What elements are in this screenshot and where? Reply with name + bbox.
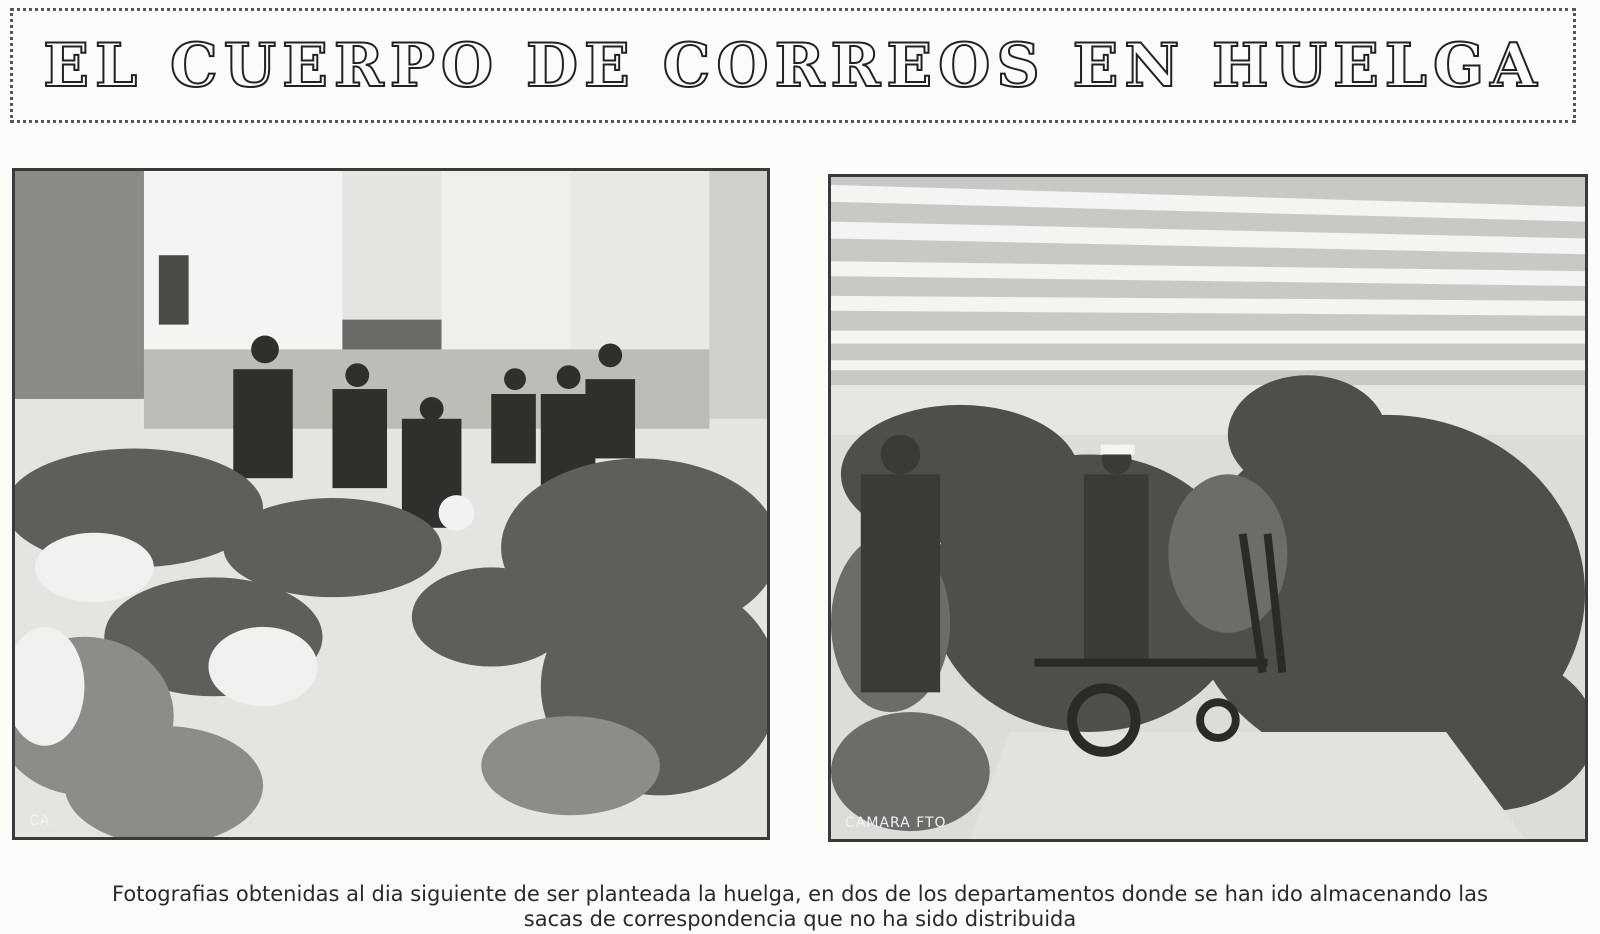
photo-caption xyxy=(10,882,1590,932)
photo-credit: CAMARA FTO xyxy=(845,815,947,831)
photo-storeroom-image xyxy=(831,177,1585,839)
photo-sorting-hall xyxy=(12,168,770,840)
caption-line-2: sacas de correspondencia que no ha sido distribuida xyxy=(523,907,1077,931)
headline-frame xyxy=(10,8,1576,123)
page-headline: EL CUERPO DE CORREOS EN HUELGA xyxy=(43,30,1543,101)
photo-sorting-hall-image xyxy=(15,171,767,837)
photo-credit: CA xyxy=(29,813,51,829)
caption-line-1: Fotografias obtenidas al dia siguiente de ser planteada la huelga, en dos de los departamentos donde se han ido almacenando las xyxy=(112,882,1488,906)
photo-storeroom xyxy=(828,174,1588,842)
